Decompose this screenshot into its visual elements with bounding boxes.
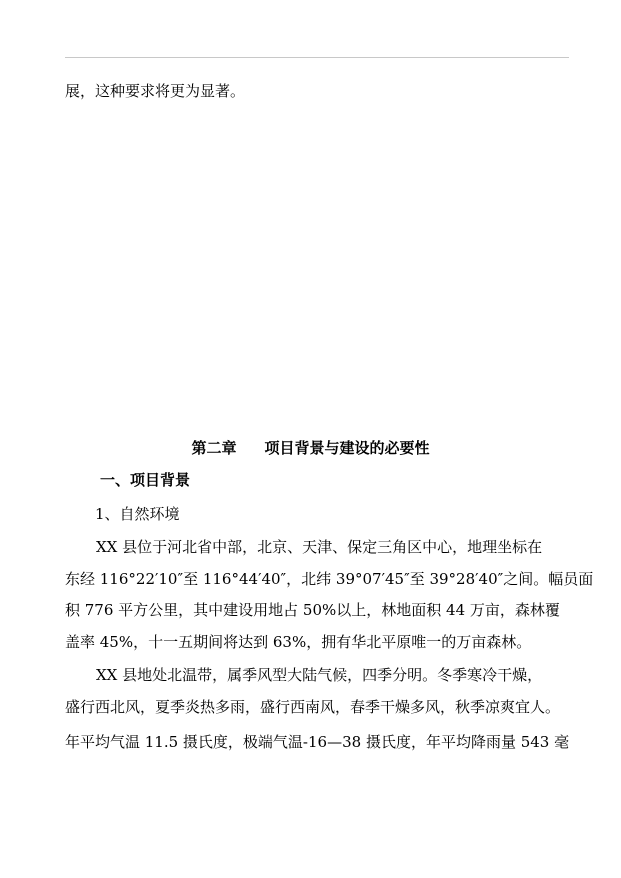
chapter-title: [0, 439, 621, 457]
paragraph-1-line-1: XX 县位于河北省中部，北京、天津、保定三角区中心，地理坐标在: [96, 538, 543, 556]
paragraph-2-line-1: XX 县地处北温带，属季风型大陆气候，四季分明。冬季寒冷干燥，: [96, 666, 543, 684]
paragraph-1-line-2: 东经 116°22′10″至 116°44′40″，北纬 39°07′45″至 39°28′40″之间。幅员面: [65, 570, 594, 588]
chapter-name: 项目背景与建设的必要性: [264, 439, 430, 457]
paragraph-2-line-3: 年平均气温 11.5 摄氏度，极端气温-16—38 摄氏度，年平均降雨量 543 毫: [65, 733, 570, 751]
carryover-text-line: 展，这种要求将更为显著。: [65, 82, 246, 100]
paragraph-2-line-2: 盛行西北风，夏季炎热多雨，盛行西南风，春季干燥多风，秋季凉爽宜人。: [65, 698, 561, 716]
chapter-number: 第二章: [191, 439, 237, 457]
section-heading: 一、项目背景: [100, 471, 191, 489]
paragraph-1-line-3: 积 776 平方公里，其中建设用地占 50%以上，林地面积 44 万亩，森林覆: [65, 601, 560, 619]
page-header-rule: [65, 57, 569, 58]
paragraph-1-line-4: 盖率 45%，十一五期间将达到 63%，拥有华北平原唯一的万亩森林。: [65, 633, 532, 651]
subsection-heading: 1、自然环境: [95, 505, 180, 523]
